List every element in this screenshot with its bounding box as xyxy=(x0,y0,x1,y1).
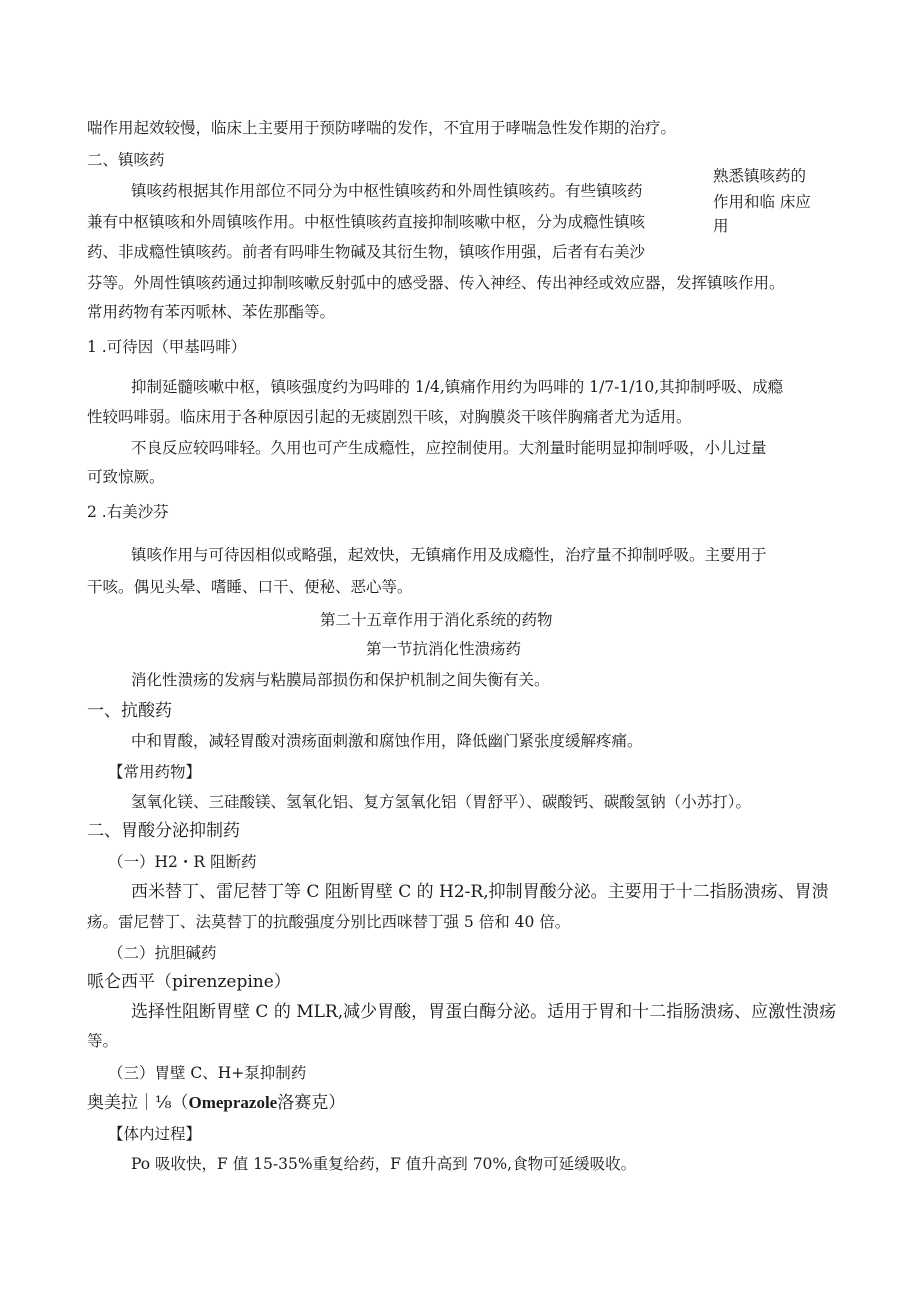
margin-note-line: 作用和临 床应 xyxy=(713,193,811,211)
margin-note-line: 用 xyxy=(713,217,729,235)
subsection-heading: 2 .右美沙芬 xyxy=(87,503,169,521)
text-line: 喘作用起效较慢，临床上主要用于预防哮喘的发作，不宜用于哮喘急性发作期的治疗。 xyxy=(87,119,677,137)
bracket-heading: 【常用药物】 xyxy=(108,763,202,781)
text-line: 等。 xyxy=(87,1032,119,1050)
drug-name-cn: 奥美拉｜⅛（ xyxy=(87,1093,189,1113)
text-line: 常用药物有苯丙哌林、苯佐那酯等。 xyxy=(87,303,336,321)
section-heading: 一、抗酸药 xyxy=(87,701,172,721)
text-line: 芬等。外周性镇咳药通过抑制咳嗽反射弧中的感受器、传入神经、传出神经或效应器，发挥镇咳作用。 xyxy=(87,274,785,292)
text-line: 镇咳作用与可待因相似或略强，起效快，无镇痛作用及成瘾性，治疗量不抑制呼吸。主要用于 xyxy=(131,546,767,564)
text-line: Po 吸收快，F 值 15-35%重复给药，F 值升高到 70%,食物可延缓吸收。 xyxy=(131,1155,637,1173)
subsection-heading: （一）H2・R 阻断药 xyxy=(108,853,257,871)
drug-name-brand: 洛赛克） xyxy=(277,1093,346,1113)
subsection-heading: （三）胃壁 C、H+泵抑制药 xyxy=(108,1064,307,1082)
text-line: 不良反应较吗啡轻。久用也可产生成瘾性，应控制使用。大剂量时能明显抑制呼吸，小儿过量 xyxy=(131,439,767,457)
chapter-title: 第二十五章作用于消化系统的药物 xyxy=(320,611,553,629)
text-line: 氢氧化镁、三硅酸镁、氢氧化铝、复方氢氧化铝（胃舒平）、碳酸钙、碳酸氢钠（小苏打）。 xyxy=(131,793,752,811)
subsection-heading: （二）抗胆碱药 xyxy=(108,944,217,962)
text-line: 镇咳药根据其作用部位不同分为中枢性镇咳药和外周性镇咳药。有些镇咳药 xyxy=(131,182,643,200)
section-heading: 二、镇咳药 xyxy=(87,151,165,169)
drug-name xyxy=(87,1093,345,1113)
drug-name: 哌仑西平（pirenzepine） xyxy=(87,972,291,992)
subsection-heading: 1 .可待因（甲基吗啡） xyxy=(87,338,247,356)
text-line: 干咳。偶见头晕、嗜睡、口干、便秘、恶心等。 xyxy=(87,578,413,596)
margin-note-line: 熟悉镇咳药的 xyxy=(713,167,807,185)
drug-name-en: Omeprazole xyxy=(188,1093,278,1112)
text-line: 消化性溃疡的发病与粘膜局部损伤和保护机制之间失衡有关。 xyxy=(131,671,550,689)
bracket-heading: 【体内过程】 xyxy=(108,1125,202,1143)
text-line: 兼有中枢镇咳和外周镇咳作用。中枢性镇咳药直接抑制咳嗽中枢，分为成瘾性镇咳 xyxy=(87,213,646,231)
text-line: 可致惊厥。 xyxy=(87,468,165,486)
text-line: 性较吗啡弱。临床用于各种原因引起的无痰剧烈干咳，对胸膜炎干咳伴胸痛者尤为适用。 xyxy=(87,408,692,426)
text-line: 药、非成瘾性镇咳药。前者有吗啡生物碱及其衍生物，镇咳作用强，后者有右美沙 xyxy=(87,243,646,261)
text-line: 疡。雷尼替丁、法莫替丁的抗酸强度分别比西咪替丁强 5 倍和 40 倍。 xyxy=(87,913,571,931)
text-line: 抑制延髓咳嗽中枢，镇咳强度约为吗啡的 1/4,镇痛作用约为吗啡的 1/7-1/10,其抑制呼吸、成瘾 xyxy=(131,378,784,396)
section-heading: 二、胃酸分泌抑制药 xyxy=(87,821,240,841)
text-line: 选择性阻断胃壁 C 的 MLR,减少胃酸，胃蛋白酶分泌。适用于胃和十二指肠溃疡、应激性溃疡 xyxy=(131,1002,837,1022)
text-line: 中和胃酸，减轻胃酸对溃疡面刺激和腐蚀作用，降低幽门紧张度缓解疼痛。 xyxy=(131,732,643,750)
section-title: 第一节抗消化性溃疡药 xyxy=(366,640,522,658)
text-line: 西米替丁、雷尼替丁等 C 阻断胃壁 C 的 H2-R,抑制胃酸分泌。主要用于十二指肠溃疡、胃溃 xyxy=(131,882,829,902)
